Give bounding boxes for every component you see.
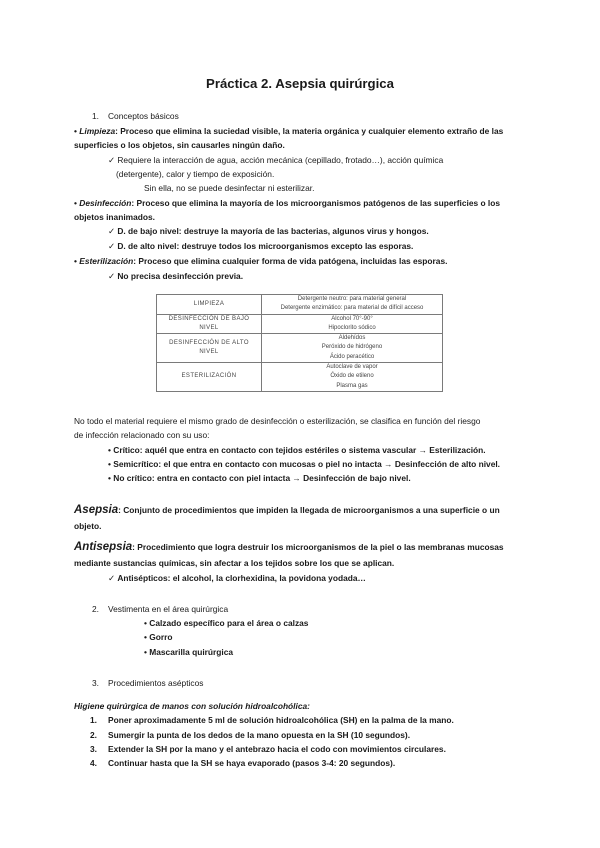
check-icon: ✓ xyxy=(108,226,116,236)
step-text: Extender la SH por la mano y el antebrazo hacia el codo con movimientos circulares. xyxy=(108,744,446,754)
table-cell: Alcohol 70°-90° Hipoclorito sódico xyxy=(262,314,443,334)
bullet: • xyxy=(74,126,77,136)
esterilizacion-paragraph xyxy=(74,255,447,268)
step-number: 3. xyxy=(90,744,97,754)
check-icon: ✓ xyxy=(108,271,116,281)
table-row xyxy=(157,363,443,392)
esterilizacion-text: : Proceso que elimina cualquier forma de vida patógena, incluidas las esporas. xyxy=(133,256,448,266)
bullet: • xyxy=(74,198,77,208)
methods-table xyxy=(156,294,443,392)
step-number: 4. xyxy=(90,758,97,768)
desinfeccion-text: : Proceso que elimina la mayoría de los microorganismos patógenos de las superficies o los xyxy=(131,198,501,208)
desinfeccion-term: Desinfección xyxy=(79,198,132,208)
bullet: • xyxy=(144,632,147,642)
section-1-number: 1. xyxy=(92,111,99,121)
table-cell: Aldehídos Peróxido de hidrógeno Ácido peracético xyxy=(262,334,443,363)
bullet: • xyxy=(144,647,147,657)
table-row xyxy=(157,295,443,315)
limpieza-sub1: ✓ Requiere la interacción de agua, acción mecánica (cepillado, frotado…), acción química xyxy=(108,155,444,165)
antisepsia-sub1: ✓ Antisépticos: el alcohol, la clorhexidina, la povidona yodada… xyxy=(108,573,366,583)
list-item: • Crítico: aquél que entra en contacto con tejidos estériles o sistema vascular → Esterilización. xyxy=(108,445,486,455)
esterilizacion-term: Esterilización xyxy=(79,256,134,266)
bullet: • xyxy=(108,473,111,483)
check-icon: ✓ xyxy=(108,241,116,251)
list-item: • Gorro xyxy=(144,632,173,642)
limpieza-note: Sin ella, no se puede desinfectar ni esterilizar. xyxy=(144,183,315,193)
limpieza-sub1-line2: (detergente), calor y tiempo de exposición. xyxy=(116,169,275,179)
step-text: Continuar hasta que la SH se haya evaporado (pasos 3-4: 20 segundos). xyxy=(108,758,396,768)
antisepsia-text: : Procedimiento que logra destruir los microorganismos de la piel o las membranas mucosas xyxy=(132,542,504,552)
section-1-heading: Conceptos básicos xyxy=(108,111,179,121)
esterilizacion-sub1: ✓ No precisa desinfección previa. xyxy=(108,271,244,281)
list-item: • No crítico: entra en contacto con piel intacta → Desinfección de bajo nivel. xyxy=(108,473,411,483)
step-text: Poner aproximadamente 5 ml de solución hidroalcohólica (SH) en la palma de la mano. xyxy=(108,715,454,725)
asepsia-term: Asepsia xyxy=(74,504,119,516)
table-label: LIMPIEZA xyxy=(157,295,262,315)
section-2-heading: Vestimenta en el área quirúrgica xyxy=(108,604,229,614)
limpieza-text: : Proceso que elimina la suciedad visible, la materia orgánica y cualquier elemento extraño de las xyxy=(115,126,504,136)
bullet: • xyxy=(144,618,147,628)
step-text: Sumergir la punta de los dedos de la mano opuesta en la SH (10 segundos). xyxy=(108,730,411,740)
bullet: • xyxy=(108,445,111,455)
step-number: 2. xyxy=(90,730,97,740)
bullet: • xyxy=(74,256,77,266)
check-icon: ✓ xyxy=(108,573,116,583)
limpieza-text-line2: superficies o los objetos, sin causarles ningún daño. xyxy=(74,140,285,150)
list-item: • Semicrítico: el que entra en contacto con mucosas o piel no intacta → Desinfección de alto nivel. xyxy=(108,459,501,469)
list-item: • Mascarilla quirúrgica xyxy=(144,647,234,657)
asepsia-paragraph xyxy=(74,504,500,517)
table-label: DESINFECCIÓN DE BAJO NIVEL xyxy=(157,314,262,334)
page-title: Práctica 2. Asepsia quirúrgica xyxy=(206,76,394,91)
desinfeccion-sub1: ✓ D. de bajo nivel: destruye la mayoría de las bacterias, algunos virus y hongos. xyxy=(108,226,429,236)
table-cell: Detergente neutro: para material general Detergente enzimático: para material de difícil acceso xyxy=(262,295,443,315)
table-label: DESINFECCIÓN DE ALTO NIVEL xyxy=(157,334,262,363)
section-3-heading: Procedimientos asépticos xyxy=(108,678,204,688)
antisepsia-text-line2: mediante sustancias químicas, sin afectar a los tejidos sobre los que se aplican. xyxy=(74,558,395,568)
section-3-subheading: Higiene quirúrgica de manos con solución hidroalcohólica: xyxy=(74,701,310,711)
table-cell: Autoclave de vapor Óxido de etileno Plasma gas xyxy=(262,363,443,392)
classification-intro-line2: de infección relacionado con su uso: xyxy=(74,430,210,440)
asepsia-text: : Conjunto de procedimientos que impiden la llegada de microorganismos a una superficie o un xyxy=(118,505,500,515)
desinfeccion-paragraph xyxy=(74,197,500,210)
antisepsia-term: Antisepsia xyxy=(74,541,133,553)
limpieza-paragraph xyxy=(74,125,503,138)
desinfeccion-text-line2: objetos inanimados. xyxy=(74,212,155,222)
classification-intro: No todo el material requiere el mismo grado de desinfección o esterilización, se clasifica en función del riesgo xyxy=(74,416,481,426)
antisepsia-paragraph xyxy=(74,541,504,554)
limpieza-term: Limpieza xyxy=(79,126,116,136)
section-2-number: 2. xyxy=(92,604,99,614)
table-row xyxy=(157,314,443,334)
list-item: • Calzado específico para el área o calzas xyxy=(144,618,309,628)
check-icon: ✓ xyxy=(108,155,116,165)
desinfeccion-sub2: ✓ D. de alto nivel: destruye todos los microorganismos excepto las esporas. xyxy=(108,241,414,251)
table-row xyxy=(157,334,443,363)
bullet: • xyxy=(108,459,111,469)
asepsia-text-line2: objeto. xyxy=(74,521,102,531)
section-3-number: 3. xyxy=(92,678,99,688)
table-label: ESTERILIZACIÓN xyxy=(157,363,262,392)
step-number: 1. xyxy=(90,715,97,725)
